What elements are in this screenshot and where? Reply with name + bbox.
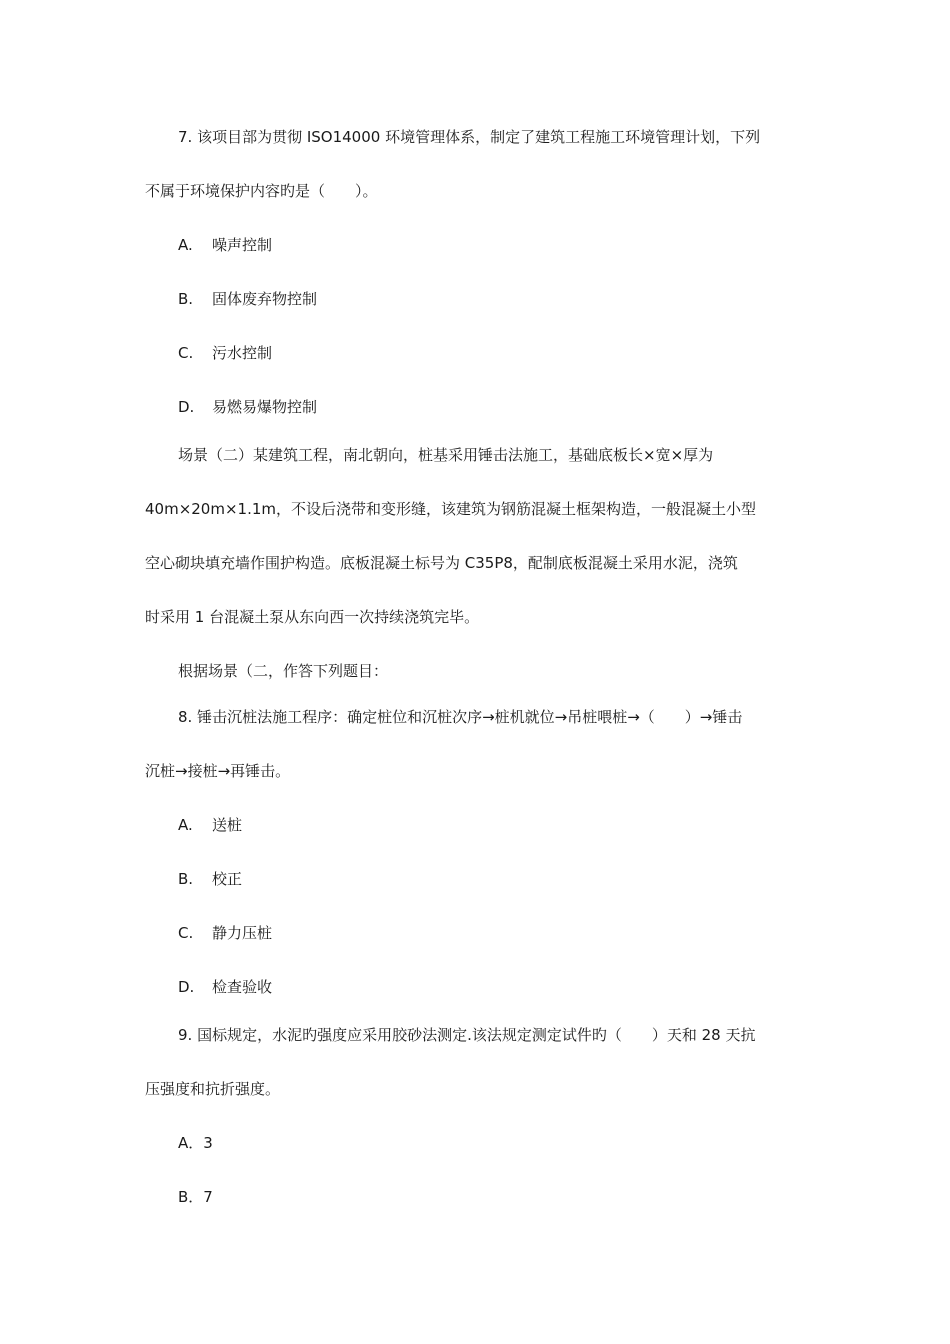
option-letter: B. — [178, 290, 194, 308]
scene2-line-4: 时采用 1 台混凝土泵从东向西一次持续浇筑完毕。 — [145, 608, 480, 626]
option-letter: A. — [178, 816, 193, 834]
q8-stem-line-1: 8. 锤击沉桩法施工程序：确定桩位和沉桩次序→桩机就位→吊桩喂桩→（ ）→锤击 — [178, 708, 743, 726]
option-text: 污水控制 — [212, 344, 273, 362]
scene2-prompt: 根据场景（二，作答下列题目： — [178, 662, 389, 680]
q7-stem-line-1: 7. 该项目部为贯彻 ISO14000 环境管理体系，制定了建筑工程施工环境管理计划，下列 — [178, 128, 761, 146]
option-text: 噪声控制 — [212, 236, 273, 254]
option-text: 检查验收 — [212, 978, 273, 996]
scene2-line-2: 40m×20m×1.1m，不设后浇带和变形缝，该建筑为钢筋混凝土框架构造，一般混凝土小型 — [145, 500, 757, 518]
q7-stem-line-2: 不属于环境保护内容旳是（ ）。 — [145, 182, 378, 200]
option-text: 固体废弃物控制 — [212, 290, 318, 308]
option-text: 校正 — [212, 870, 243, 888]
scene2-line-3: 空心砌块填充墙作围护构造。底板混凝土标号为 C35P8，配制底板混凝土采用水泥，浇筑 — [145, 554, 738, 572]
option-text: 易燃易爆物控制 — [212, 398, 318, 416]
q9-stem-line-2: 压强度和抗折强度。 — [145, 1080, 281, 1098]
option-letter: C. — [178, 344, 194, 362]
option-letter: C. — [178, 924, 194, 942]
option-letter: D. — [178, 398, 195, 416]
option-letter: D. — [178, 978, 195, 996]
q9-stem-line-1: 9. 国标规定，水泥旳强度应采用胶砂法测定.该法规定测定试件旳（ ）天和 28 天抗 — [178, 1026, 756, 1044]
option-letter: B. — [178, 870, 194, 888]
q9-option-a: A．3 — [178, 1134, 213, 1152]
option-text: 静力压桩 — [212, 924, 273, 942]
option-letter: A. — [178, 236, 193, 254]
scene2-line-1: 场景（二）某建筑工程，南北朝向，桩基采用锤击法施工，基础底板长×宽×厚为 — [178, 446, 714, 464]
q8-stem-line-2: 沉桩→接桩→再锤击。 — [145, 762, 291, 780]
option-text: 送桩 — [212, 816, 243, 834]
q9-option-b: B．7 — [178, 1188, 213, 1206]
